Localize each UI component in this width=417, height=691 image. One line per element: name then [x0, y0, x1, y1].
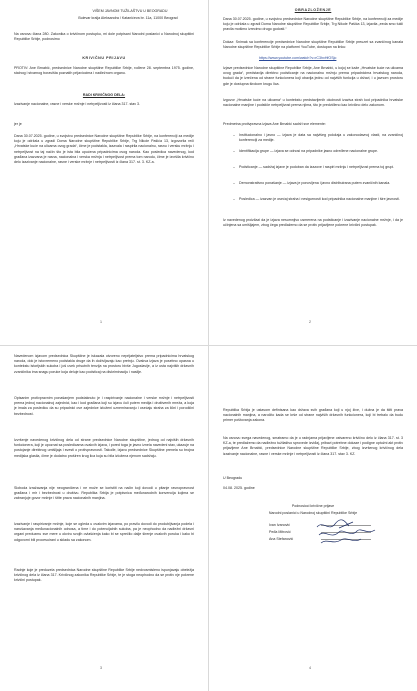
document-page-3	[0, 346, 208, 691]
header-address: Bulevar kralja Aleksandra / Katanićeva br. 11a, 11000 Beograd	[78, 16, 178, 20]
against-paragraph: PROTIV: Ane Brnabić, predsednice Narodne skupštine Republike Srbije, rođene 28. septembra 1975. godine, stalnog i stvarnog boravišta poznatih prijaviocima i nadležnom organu.	[14, 66, 194, 76]
signers-intro: Podnosioci krivične prijave	[291, 504, 335, 508]
elements-intro: Predmetna protivpravna izjava Ane Brnabić sadrži sve elemente:	[223, 122, 326, 126]
body-paragraph-5: Izazivanje i raspirivanje mržnje, koje se ogleda u ovakvim izjavama, po pravilu dovodi do produbljivanja podela i narušavanja međunacionalnih odnosa, a time i do potencijalnih sukoba, pa je neophodno da nadležni državni organi preduzmu sve mere u okviru svojih ovlašćenja kako bi se sprečilo dalje širenje ovakvih poruka i kako bi odgovorni bili procesuirani u skladu sa zakonom.	[14, 522, 194, 542]
page-number: 1	[100, 320, 102, 324]
reasoning-paragraph-4: Iz navedenog proizilazi da je izjava nesumnjivo usmerena na podsticanje i izazivanje nacionalne mržnje, i da je učinjena sa umišljajem, zbog čega predlažemo da se protiv prijavljene pokrene krivični postupak.	[223, 218, 403, 228]
offence-heading: RADI KRIVIČNOG DELA:	[82, 93, 126, 97]
element-list-item: – Posledica — izazvan je osećaj straha i nesigurnosti kod pripadnika nacionalne manjine i šire javnosti.	[239, 197, 403, 202]
offence-text: Izazivanje nacionalne, rasne i verske mržnje i netrpeljivosti iz člana 317. stav 3.	[14, 102, 141, 106]
document-page-1	[0, 0, 208, 345]
closing-paragraph-1: Republika Srbija je ustavom definisana kao država svih građana koji u njoj žive, i dužna je da štiti prava nacionalnih manjina, a naročito kada se krše od strane najviših državnih funkcionera, koji bi trebalo da budu primer poštovanja zakona.	[223, 408, 403, 423]
reasoning-paragraph-3: Izgovor „Hrvatske kuće na ulicama“ u kontekstu predstavljenih okolnosti izaziva strah kod pripadnika hrvatske nacionalne manjine i podstiče netrpeljivost prema njima, što je predviđeno kao krivično delo zakonom.	[223, 98, 403, 108]
body-paragraph-3: Izvršenje navedenog krivičnog dela od strane predsednice Narodne skupštine, jednog od najviših državnih funkcionera, koji je upoznat sa posledicama ovakvih izjava, i pored toga je javno iznela navedeni stav, ukazuje na postojanje direktnog umišljaja i svesti o protivpravnosti. Takođe, izjavu predsednice Skupštine prenela su brojna medijska glasila, čime je dodatno proširen krug lica koja su bila izložena njenom sadržaju.	[14, 438, 194, 458]
intro-paragraph: Na osnovu člana 280. Zakonika o krivičnom postupku, mi dole potpisani Narodni poslanici u Narodnoj skupštini Republike Srbije, podnosimo	[14, 32, 194, 42]
signer-name: Ivan Ivanović	[269, 522, 290, 527]
element-list-item: – Demonstrativno ponašanje — izjava je ponovljena i javno distribuirana putem zvaničnih kanala.	[239, 181, 403, 186]
page-number: 4	[309, 666, 311, 670]
element-list-item: – Identifikacija grupe — izjava se odnosi na pripadnike jasno određene nacionalne grupe.	[239, 149, 403, 154]
evidence-link[interactable]: https://www.youtube.com/watch?v=rC3hxHfOSjo	[259, 56, 337, 60]
place: U Beogradu	[223, 476, 243, 480]
body-paragraph-1: Navedenom izjavom predsednica Skupštine je iskazala otvoreno neprijateljstvo prema pripadnicima hrvatskog naroda, dok je istovremeno podstakla druge da ih doživljavaju kao pretnju. Ovakva izjava je posebno opasna u kontekstu istorijskih sukoba i još uvek prisutnih tenzija na prostoru bivše Jugoslavije, a iz usta najviših državnih zvaničnika ima snagu poruke koja deluje kao podsticaj na diskriminaciju i nasilje.	[14, 354, 194, 374]
reasoning-paragraph-2: Izjave predsednice Narodne skupštine Republike Srbije, Ane Brnabić, u kojoj se kaže „Hrvatske kuće na ulicama ovog grada“, predstavlja direktno podsticanje na nacionalnu mržnju prema pripadnicima hrvatskog naroda, budući da je izrečena od strane funkcionera koji obavlja jednu od najviših funkcija u državi, i u javnom prostoru gde je dostupna širokom krugu lica.	[223, 66, 403, 86]
body-paragraph-2: Opisanim protivpravnim ponašanjem podstaknuto je i raspirivanje nacionalne i verske mržnje i netrpeljivosti prema jednoj nacionalnoj zajednici, kao i kod građana koji su izjavu čuli putem medija i društvenih mreža, a koja je imala za posledicu da su pripadnici ove zajednice izloženi uznemiravanju i osećaju straha za lični i porodični bezbednost.	[14, 396, 194, 416]
body-paragraph-6: Radnje koje je preduzela predsednica Narodne skupštine Republike Srbije nedvosmisleno ispunjavaju obeležja krivičnog dela iz člana 317. Krivičnog zakonika Republike Srbije, te je stoga neophodno da se protiv nje pokrene krivični postupak.	[14, 568, 194, 583]
document-title: KRIVIČNU PRIJAVU	[82, 56, 126, 60]
page-number: 3	[100, 666, 102, 670]
page-number: 2	[309, 320, 311, 324]
closing-paragraph-2: Na osnovu svega navedenog, smatramo da je u radnjama prijavljene ostvareno krivično delo iz člana 317. st. 3 KZ-a, te predlažemo da nadležno tužilaštvo sprovede izviđaj, pribavi potrebne dokaze i podigne optužni akt protiv prijavljene Ane Brnabić, predsednice Narodne skupštine Republike Srbije, zbog izvršenog krivičnog dela izazivanje nacionalne, rasne i verske mržnje i netrpeljivosti iz člana 317. stav 3. KZ.	[223, 436, 403, 456]
element-list-item: – Institucionalno i javno — izjava je data sa najvišeg položaja u zakonodavnoj vlasti, na zvaničnoj konferenciji za medije.	[239, 133, 403, 143]
jer-je: jer je	[14, 122, 22, 126]
evidence-paragraph: Dokaz: Snimak sa konferencije predsednice Narodne skupštine Republike Srbije preuzet sa zvaničnog kanala Narodne skupštine Republike Srbije na platformi YouTube, dostupan na linku:	[223, 40, 403, 50]
charge-body: Dana 30.07.2025. godine, u svojstvu predsednice Narodne skupštine Republike Srbije, na konferenciji za medije koju je održala u zgradi Doma Narodne skupštine Republike Srbije, Trg Nikole Pašića 13, izgovorila reči „Hrvatske kuće na ulicama ovog grada“, čime je podstakla, izazvala i raspirila nacionalnu, rasnu i versku mržnju i netrpeljivost na taj način što je ista bila upućena pripadnicima ovog naroda. Kao posledica navedenog, kod građana izazvana je rasna, nacionalna i verska mržnja i netrpeljivost prema tom narodu, čime je izvršila krivično delo izazivanje nacionalne, rasne i verske mržnje i netrpeljivosti iz člana 317. st. 3. KZ-a.	[14, 134, 194, 165]
date: 04.08. 2025. godine	[223, 486, 255, 490]
handwritten-signatures	[313, 518, 383, 546]
element-list-item: – Podsticanje — sadržaj izjave je podoban da izazove i raspiri mržnju i netrpeljivost prema toj grupi.	[239, 165, 403, 170]
document-page-2	[209, 0, 417, 345]
section-heading: OBRAZLOŽENJE	[294, 8, 332, 12]
document-page-4	[209, 346, 417, 691]
body-paragraph-4: Sloboda izražavanja nije neograničena i ne može se koristiti na način koji dovodi u pitanje ravnopravnost građana i mir i bezbednost u društvu. Republika Srbija je potpisnica međunarodnih konvencija kojima se zabranjuje govor mržnje i štite prava nacionalnih manjina.	[14, 486, 194, 501]
reasoning-paragraph-1: Dana 30.07.2025. godine, u svojstvu predsednice Narodne skupštine Republike Srbije, na konferenciji za medije koju je održala u zgradi Doma Narodne skupštine Republike Srbije, Trg Nikole Pašića 13, izjavila „eeda smo tukli pravila mošimo izrecimo drugo godosti.“	[223, 17, 403, 32]
header-organization: VIŠEM JAVNOM TUŽILAŠTVU U BEOGRADU	[92, 9, 168, 13]
signer-name: Peđa Mitrović	[269, 529, 291, 534]
signers-title: Narodni poslanici u Narodnoj skupštini Republike Srbije	[268, 511, 358, 515]
signer-name: Ana Stefanović	[269, 536, 294, 541]
